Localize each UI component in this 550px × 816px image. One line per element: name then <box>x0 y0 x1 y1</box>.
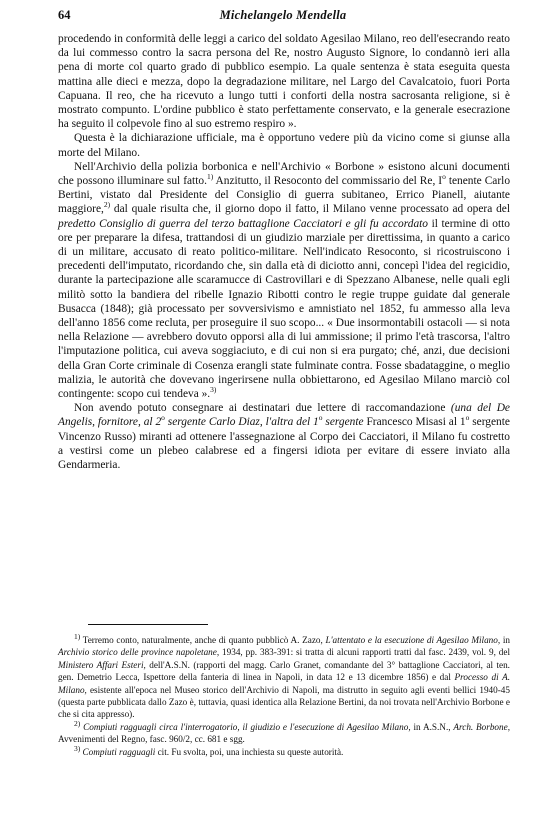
footnotes <box>58 631 510 758</box>
paragraph-3 <box>58 160 510 401</box>
page-number: 64 <box>58 8 71 22</box>
paragraph-4-text-b: Francesco Misasi al 1 <box>363 416 466 429</box>
footnote-2-text-a: in A.S.N., <box>410 721 454 732</box>
paragraph-3-text-a: Nell'Archivio della polizia borbonica e nell'Archivio « Borbone » esistono alcuni documenti che possono illuminare sul fatto. <box>58 160 510 188</box>
footnote-1-number: 1) <box>74 631 81 641</box>
main-text <box>58 32 510 472</box>
paragraph-1 <box>58 32 510 131</box>
footnote-ref-2: 2) <box>103 200 111 210</box>
paragraph-4-text-a: Non avendo potuto consegnare ai destinatari due lettere di raccomandazione <box>74 402 451 415</box>
ordinal-mark: o <box>465 413 470 423</box>
footnote-divider <box>88 624 208 625</box>
footnote-2 <box>58 718 510 746</box>
ordinal-mark: o <box>442 172 446 182</box>
footnote-1-text-b: in <box>500 635 510 645</box>
footnote-3-italic: Compiuti ragguagli <box>80 746 156 757</box>
footnote-1-text-c: 1934, pp. 383-391: si tratta di alcuni rapporti tratti dal fasc. 2439, vol. 9, del <box>219 647 510 658</box>
paragraph-4-italic-2: sergente Carlo Diaz, l'altra del 1 <box>164 416 319 429</box>
footnote-3 <box>58 743 510 758</box>
footnote-1-italic-4: Processo di A. Milano, <box>58 672 510 695</box>
footnote-3-number: 3) <box>74 743 81 753</box>
footnote-2-number: 2) <box>74 718 81 728</box>
footnote-ref-3: 3) <box>210 385 217 395</box>
footnote-2-text-b: Avvenimenti del Regno, fasc. 960/2, cc. 681 e sgg. <box>58 734 245 745</box>
running-head: Michelangelo Mendella <box>219 8 347 22</box>
footnote-2-italic-1: Compiuti ragguagli circa l'interrogatorio, il giudizio e l'esecuzione di Agesilao Milano, <box>80 721 411 732</box>
footnote-1 <box>58 631 510 721</box>
paragraph-4-text-c: sergente Vincenzo Russo) miranti ad ottenere l'assegnazione al Corpo dei Cacciatori, il Milano fu costretto a vestirsi come un plebeo calabrese ed a fingersi idiota per evitare di essere inviato alla Gendarmeria. <box>58 416 510 472</box>
paragraph-2-text: Questa è la dichiarazione ufficiale, ma è opportuno vedere più da vicino come si giunse alla morte del Milano. <box>58 132 510 159</box>
page-header <box>58 8 508 30</box>
paragraph-4-italic-1: (una del De Angelis, fornitore, al 2 <box>58 402 510 429</box>
paragraph-3-text-b: Anzitutto, il Resoconto del commissario del Re, I <box>213 175 443 188</box>
paragraph-3-text-e: il termine di otto ore per preparare la difesa, trattandosi di un giudizio marziale per direttissima, in quanto a carico di un militare, accusato di reato politico-militare. Nell'indicato Resoconto, si ricostruiscono i precedenti dell'imputato, ricordando che, sin dalla età di diciotto anni, concepì l'idea del regicidio, durante la partecipazione alle scaramucce di Castrovillari e di Spezzano Albanese, nelle quali egli militò sotto la bandiera del ribelle Ignazio Ribotti contro le regie truppe guidate dal generale Busacca (1848); già processato per sovversivismo e amnistiato nel 1852, fu ammesso alla leva dell'anno 1856 come recluta, per proseguire il suo scopo... « Due insormontabili ostacoli — si nota nella Relazione — avrebbero dovuto opporsi alla di lui ammissione; il primo l'età trascorsa, l'altro l'imputazione politica, cui aveva soggiaciuto, e di cui non si era purgato; ché, anzi, due decisioni della Gran Corte criminale di Cosenza erangli state fulminate contra. Fosse sbadataggine, o meglio malizia, le autorità che dovevano ingerirsene nulla obbiettarono, ed Agesilao Milano marciò col contingente: scopo cui tendeva ». <box>58 217 511 401</box>
paragraph-4 <box>58 401 510 472</box>
paragraph-1-text: procedendo in conformità delle leggi a carico del soldato Agesilao Milano, reo dell'esecrando reato da lui commesso contro la sacra persona del Re, nostro Augusto Signore, lo condannò ieri alla pena di morte col quarto grado di pubblico esempio. La quale sentenza è stata eseguita questa mattina alle dieci e mezza, dopo la degradazione militare, nel Largo del Cavalcatoio, fuori Porta Capuana. Il reo, che ha ricevuto a lungo tutti i conforti della nostra sacrosanta religione, si è mostrato compunto. L'ordine pubblico è stato perfettamente conservato, e la generale esecrazione ha seguito il colpevole fino al suo estremo respiro ». <box>58 33 510 131</box>
ordinal-mark: o <box>318 413 323 423</box>
footnote-1-italic-2: Archivio storico delle province napoletane, <box>58 647 220 658</box>
paragraph-3-text-d: dal quale risulta che, il giorno dopo il fatto, il Milano venne processato ad opera del <box>110 203 510 216</box>
footnote-1-italic-3: Ministero Affari Esteri, <box>58 659 146 670</box>
footnote-3-text-a: cit. Fu svolta, poi, una inchiesta su queste autorità. <box>155 746 344 757</box>
paragraph-2 <box>58 131 510 159</box>
paragraph-4-italic-3: sergente <box>322 416 364 429</box>
paragraph-3-italic: predetto Consiglio di guerra del terzo battaglione Cacciatori e gli fu accordato <box>58 217 429 230</box>
footnote-1-italic-1: L'attentato e la esecuzione di Agesilao Milano, <box>325 635 501 645</box>
footnote-ref-1: 1) <box>206 172 214 182</box>
footnote-1-text-e: esistente all'epoca nel Museo storico dell'Archivio di Napoli, ma distrutto in seguito agli eventi bellici 1940-45 (questa parte pubblicata dallo Zazo è, tuttavia, quasi identica alla Relazione Bertini, da noi trovata nell'Archivio Borbone e che si cita appresso). <box>58 684 510 720</box>
paragraph-3-text-c: tenente Carlo Bertini, vistato dal Presidente del Consiglio di guerra subitaneo, Errico Pianell, aiutante maggiore, <box>58 175 511 216</box>
footnote-1-text-d: dell'A.S.N. (rapporti del magg. Carlo Granet, comandante del 3° battaglione Cacciatori, al ten. gen. Demetrio Lecca, Ispettore della fanteria di linea in Napoli, in data 12 e 13 dicembre 1856) e dal <box>58 659 510 683</box>
footnote-2-italic-2: Arch. Borbone, <box>453 721 510 732</box>
footnote-1-text-a: Terremo conto, naturalmente, anche di quanto pubblicò A. Zazo, <box>80 635 326 645</box>
ordinal-mark: o <box>161 413 165 423</box>
